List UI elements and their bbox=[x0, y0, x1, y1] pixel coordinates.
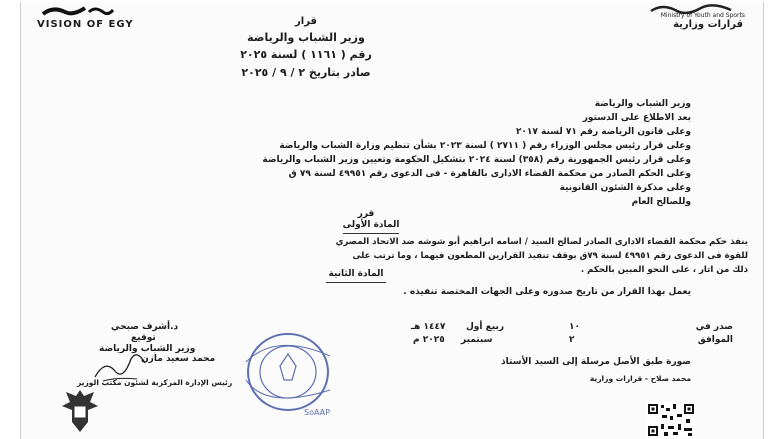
article-1-line: ينفذ حكم محكمة القضاء الادارى الصادر لصالح السيد / اسامه ابراهيم أبو شوشه ضد الاتحاد المصري bbox=[335, 237, 748, 247]
article-1-underline bbox=[343, 233, 399, 234]
stamp-text: SoAAP bbox=[304, 408, 330, 417]
ministerial-decisions-label: قرارات وزارية bbox=[673, 19, 743, 30]
title-decision: قرار bbox=[295, 16, 317, 27]
title-minister: وزير الشباب والرياضة bbox=[247, 31, 365, 44]
preamble-line: وعلى قرار رئيس الجمهورية رقم (٣٥٨) لسنة ٢٠٢٤ بتشكيل الحكومة وتعيين وزير الشباب والرياضة bbox=[262, 155, 691, 165]
corresponding-year: ٢٠٢٥ م bbox=[413, 335, 445, 345]
issued-day: ١٠ bbox=[569, 322, 580, 332]
issued-label: صدر في bbox=[695, 322, 733, 332]
official-stamp bbox=[226, 322, 356, 432]
signer-name: د.أشرف صبحي bbox=[111, 322, 179, 332]
preamble-line: وعلى قانون الرياضه رقم ٧١ لسنة ٢٠١٧ bbox=[515, 127, 691, 137]
distribution-line: محمد صلاح - قرارات وزارية bbox=[589, 374, 691, 383]
article-2-heading: المادة الثانية bbox=[328, 269, 384, 279]
copy-signer-name: محمد سعيد مازن bbox=[141, 354, 216, 364]
office-line: رئيس الإدارة المركزية لشئون مكتب الوزير bbox=[77, 378, 233, 387]
preamble-line: بعد الاطلاع على الدستور bbox=[582, 113, 691, 123]
preamble-line: وعلى مذكرة الشئون القانونية bbox=[559, 183, 691, 193]
preamble-line: وعلى قرار رئيس مجلس الوزراء رقم ( ٢٧١١ ) لسنة ٢٠٢٣ بشأن تنظيم وزارة الشباب والرياضة bbox=[279, 141, 691, 151]
signer-role-2: وزير الشباب والرياضة bbox=[99, 344, 196, 354]
article-1-line: ذلك من اثار ، على النحو المبين بالحكم . bbox=[580, 265, 748, 275]
article-2-line: يعمل بهذا القرار من تاريخ صدوره وعلى الجهات المختصة تنفيذه . bbox=[403, 287, 691, 297]
handwritten-signature bbox=[91, 347, 151, 387]
ministry-logo-en: Ministry of Youth and Sports bbox=[660, 12, 745, 19]
issued-month: ربيع أول bbox=[466, 322, 505, 332]
signer-role-1: توقيع bbox=[131, 333, 156, 343]
eagle-emblem-icon bbox=[57, 384, 103, 436]
article-1-line: للقوة فى الدعوى رقم ٤٩٩٥١ لسنة ٧٩ق بوقف تنفيذ القرارين المطعون فيهما ، وما ترتب على bbox=[352, 251, 748, 261]
preamble-line: وزير الشباب والرياضة bbox=[594, 99, 691, 109]
issued-year: ١٤٤٧ هـ bbox=[411, 322, 446, 332]
vision-logo-text: VISION OF EGY bbox=[37, 19, 134, 30]
preamble-line: وللصالح العام bbox=[631, 197, 691, 207]
vision-logo bbox=[29, 4, 139, 32]
decision-word: قرر bbox=[357, 209, 375, 219]
corresponding-day: ٢ bbox=[569, 335, 575, 345]
corresponding-label: الموافق bbox=[697, 335, 733, 345]
qr-code-icon bbox=[646, 402, 696, 438]
title-date: صادر بتاريخ ٢ / ٩ / ٢٠٢٥ bbox=[241, 66, 371, 79]
article-2-underline bbox=[326, 282, 386, 283]
article-1-heading: المادة الأولى bbox=[342, 220, 400, 230]
title-number: رقم ( ١١٦١ ) لسنة ٢٠٢٥ bbox=[240, 48, 372, 61]
corresponding-month: سبتمبر bbox=[461, 335, 493, 345]
preamble-line: وعلى الحكم الصادر من محكمة القضاء الادارى بالقاهرة - فى الدعوى رقم ٤٩٩٥١ لسنة ٧٩ ق bbox=[288, 169, 691, 179]
document-page bbox=[20, 2, 764, 439]
certified-copy-line: صورة طبق الأصل مرسلة إلى السيد الأستاذ bbox=[501, 357, 691, 367]
